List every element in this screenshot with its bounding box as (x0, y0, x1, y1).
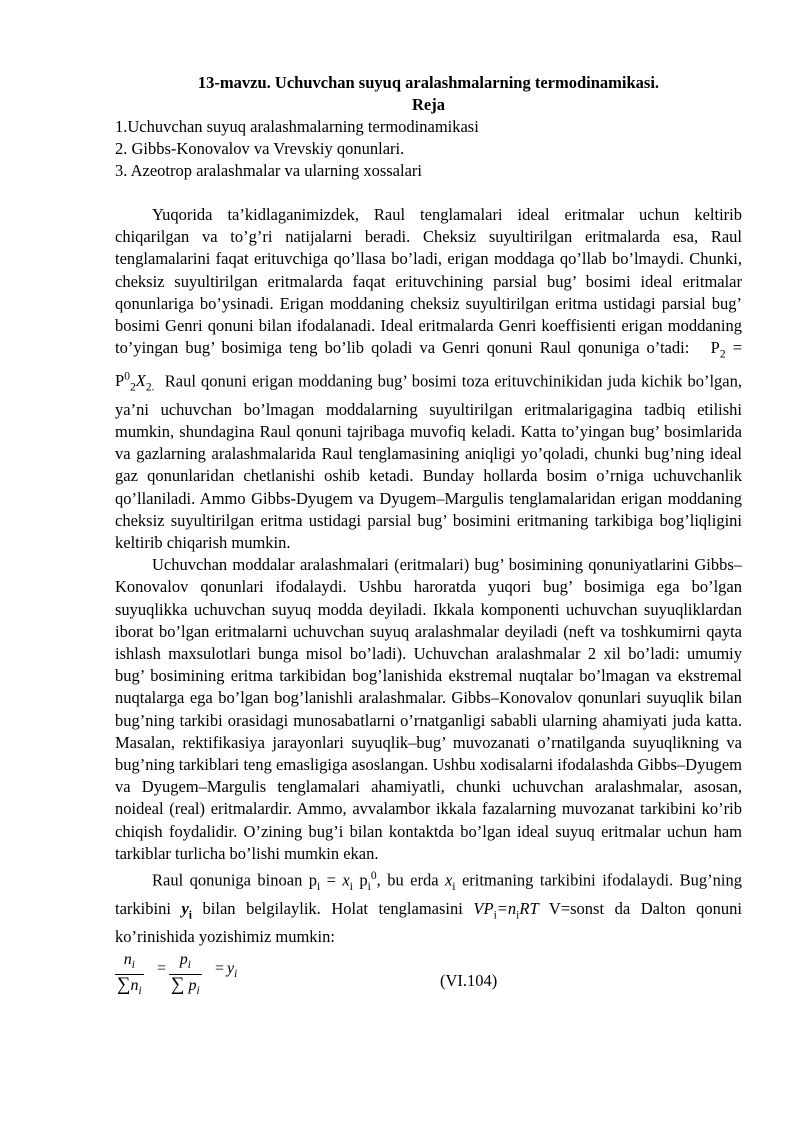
formula-henry-raoult: $P_2 = P^0_2X_{2.}$ (115, 338, 743, 394)
plan-item: 1.Uchuvchan suyuq aralashmalarning termodinamikasi (115, 117, 479, 136)
page-title: 13-mavzu. Uchuvchan suyuq aralashmalarning termodinamikasi. (197, 73, 660, 92)
document-page (115, 72, 742, 1023)
paragraph-gibbs-konovalov: Uchuvchan moddalar aralashmalari (eritmalari) bug’ bosimining qonuniyatlarini Gibbs–Konovalov qonunlari ifodalaydi. Ushbu haroratda yuqori bug’ bosimiga ega bo’lgan suyuqlikka uchuvchan suyuq modda deyiladi. Ikkala komponenti uchuvchan suyuqliklardan iborat bo’lgan eritmalarni uchuvchan suyuq aralashmalar deyiladi (neft va toshkumirni qayta ishlash maxsulotlari bunga misol bo’ladi). Uchuvchan aralashmalar 2 xil bo’ladi: umumiy bug’ bosimining eritma tarkibidan bog’lanishida ekstremal nuqtalar bo’lmagan va ekstremal nuqtalarga ega bo’lgan bog’lanishli aralashmalar. Gibbs–Konovalov qonunlari suyuqlik bilan bug’ning tarkibi orasidagi munosabatlarni o’rnatganligi sababli ularning ahamiyati juda katta. Masalan, rektifikasiya jarayonlari suyuqlik–bug’ muvozanati o’rnatilganda suyuqlikning va bug’ning tarkiblari teng emasligiga asoslangan. Ushbu xodisalarni ifodalashda Gibbs–Dyugem va Dyugem–Margulis tenglamalari ahamiyatli, chunki uchuvchan aralashmalar, asosan, noideal (real) eritmalardir. Ammo, avvalambor ikkala fazalarning muvozanat tarkibini ko’rib chiqish foydalidir. O’zining bug’i bilan kontaktda bo’lgan ideal suyuq eritmalar uchun ham tarkiblar turlicha bo’lishi mumkin ekan. (115, 555, 742, 863)
plan-item: 2. Gibbs-Konovalov va Vrevskiy qonunlari. (115, 139, 405, 158)
paragraph-raoult-henry: Yuqorida ta’kidlaganimizdek, Raul tenglamalari ideal eritmalar uchun keltirib chiqarilgan va to’g’ri natijalarni beradi. Cheksiz suyultirilgan eritmalarda esa, Raul tenglamalarini faqat erituvchiga qo’llasa bo’ladi, erigan moddaga qo’llab bo’lmaydi. Chunki, cheksiz suyultirilgan eritmalarda faqat erituvchining parsial bug’ bosimi ideal eritmalar qonunlariga bo’ysinadi. Erigan moddaning cheksiz suyultirilgan eritma ustidagi parsial bug’ bosimi Genri qonuni bilan ifodalanadi. Ideal eritmalarda Genri koeffisienti erigan moddaning to’yingan bug’ bosimiga teng bo’lib qoladi va Genri qonuni Raul qonuniga o’tadi: $P_2 = P^0_2X_{2.}$ Raul qonuni erigan moddaning bug’ bosimi toza erituvchinikidan juda kichik bo’lgan, ya’ni uchuvchan bo’lmagan moddalarning suyultirilgan eritmalarigagina tadbiq etilishi mumkin, shundagina Raul qonuni tajribaga muvofiq keladi. Katta to’yingan bug’ bosimlarida va gazlarning aralashmalarida Raul tenglamasining aniqligi yo’qoladi, chunki bug’ning ideal gaz qonunlaridan chetlanishi oshib ketadi. Bunday hollarda bosim o’rniga uchuvchanlik qo’llaniladi. Ammo Gibbs-Dyugem va Dyugem–Margulis tenglamalaridan erigan moddaning cheksiz suyultirilgan eritma ustidagi parsial bug’ bosimini eritmaning tarkibiga bog’liqligini keltirib chiqarish mumkin. (115, 205, 743, 552)
plan-heading: Reja (412, 95, 445, 114)
fraction-pressures: $\frac{p_i}{\sum p_i}$ (169, 951, 202, 1001)
plan-list (115, 116, 742, 182)
paragraph-dalton: Raul qonuniga binoan $p_i = x_i$ $p_i^0$, bu erda $x_i$ eritmaning tarkibini ifodalaydi. Bug’ning tarkibini $y_i$ bilan belgilaylik. Holat tenglamasini $VP_i=n_iRT$ V=sonst da Dalton qonuni ko’rinishida yozishimiz mumkin: (115, 869, 743, 947)
vapor-fraction: $y_i$ (227, 959, 238, 980)
plan-item: 3. Azeotrop aralashmalar va ularning xossalari (115, 161, 422, 180)
equation-number: (VI.104) (440, 970, 498, 990)
fraction-moles: $\frac{n_i}{\sum n_i}$ (115, 951, 144, 1001)
dalton-formula: $\frac{n_i}{\sum n_i}$ = $\frac{p_i}{\sum p_i}$ = $y_i$ (VI.104) (115, 951, 742, 1023)
section-gap (115, 182, 742, 204)
